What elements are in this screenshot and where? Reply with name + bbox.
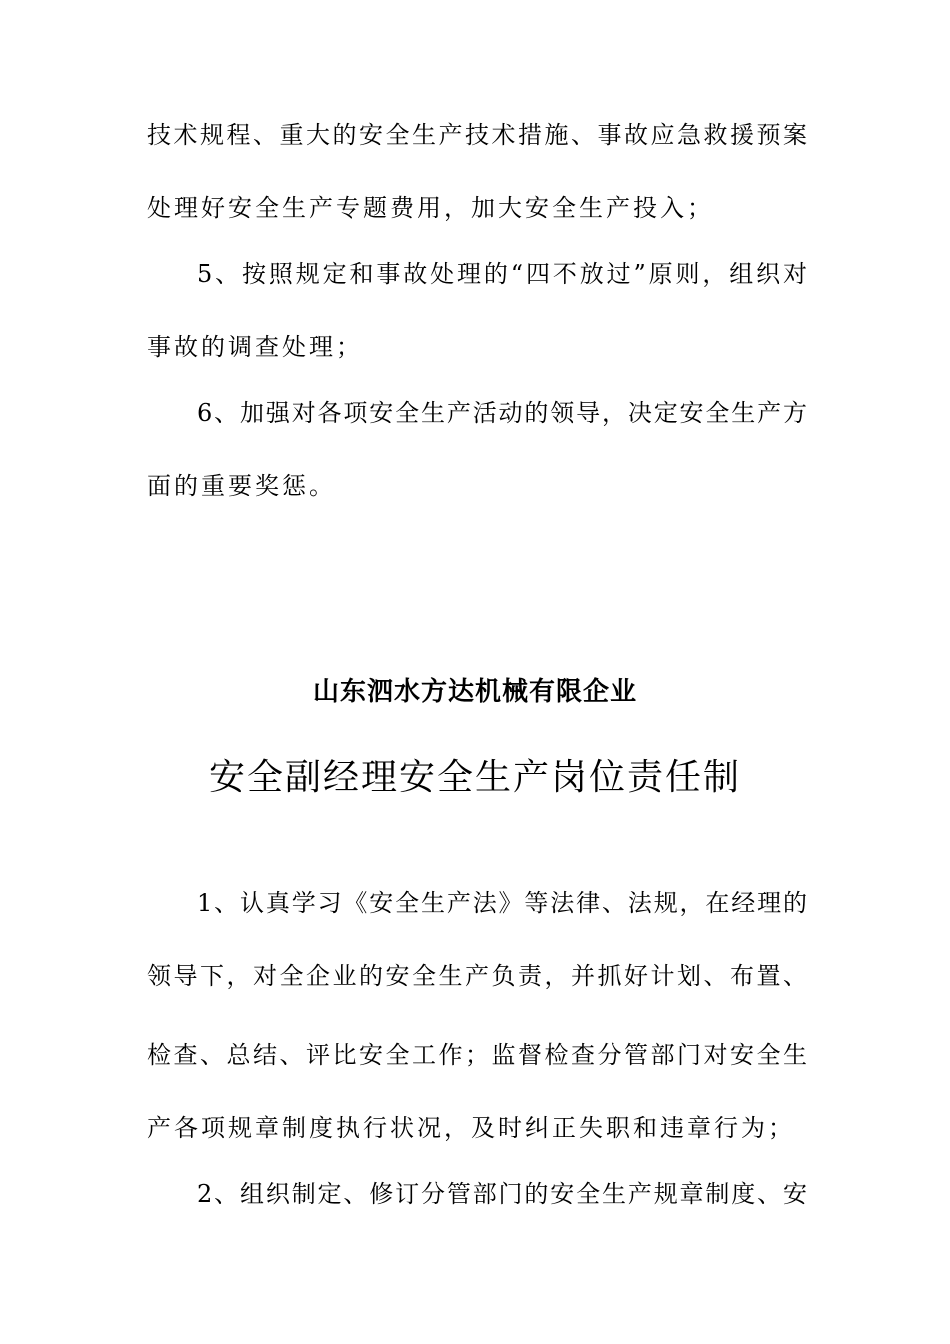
paragraph-line: 事故的调查处理； bbox=[147, 333, 363, 361]
paragraph-line: 检查、总结、评比安全工作；监督检查分管部门对安全生 bbox=[147, 1041, 807, 1069]
paragraph-line: 5、按照规定和事故处理的“四不放过”原则，组织对 bbox=[197, 260, 807, 288]
document-title: 安全副经理安全生产岗位责任制 bbox=[208, 757, 741, 798]
paragraph-line: 6、加强对各项安全生产活动的领导，决定安全生产方 bbox=[197, 399, 807, 427]
paragraph-line: 技术规程、重大的安全生产技术措施、事故应急救援预案 bbox=[147, 121, 807, 149]
paragraph-line: 1、认真学习《安全生产法》等法律、法规，在经理的 bbox=[197, 889, 807, 917]
paragraph-line: 面的重要奖惩。 bbox=[147, 472, 336, 500]
paragraph-line: 处理好安全生产专题费用，加大安全生产投入； bbox=[147, 194, 714, 222]
paragraph-line: 2、组织制定、修订分管部门的安全生产规章制度、安 bbox=[197, 1180, 807, 1208]
company-title: 山东泗水方达机械有限企业 bbox=[312, 677, 637, 707]
paragraph-line: 产各项规章制度执行状况，及时纠正失职和违章行为； bbox=[147, 1114, 795, 1142]
paragraph-line: 领导下，对全企业的安全生产负责，并抓好计划、布置、 bbox=[147, 962, 807, 990]
